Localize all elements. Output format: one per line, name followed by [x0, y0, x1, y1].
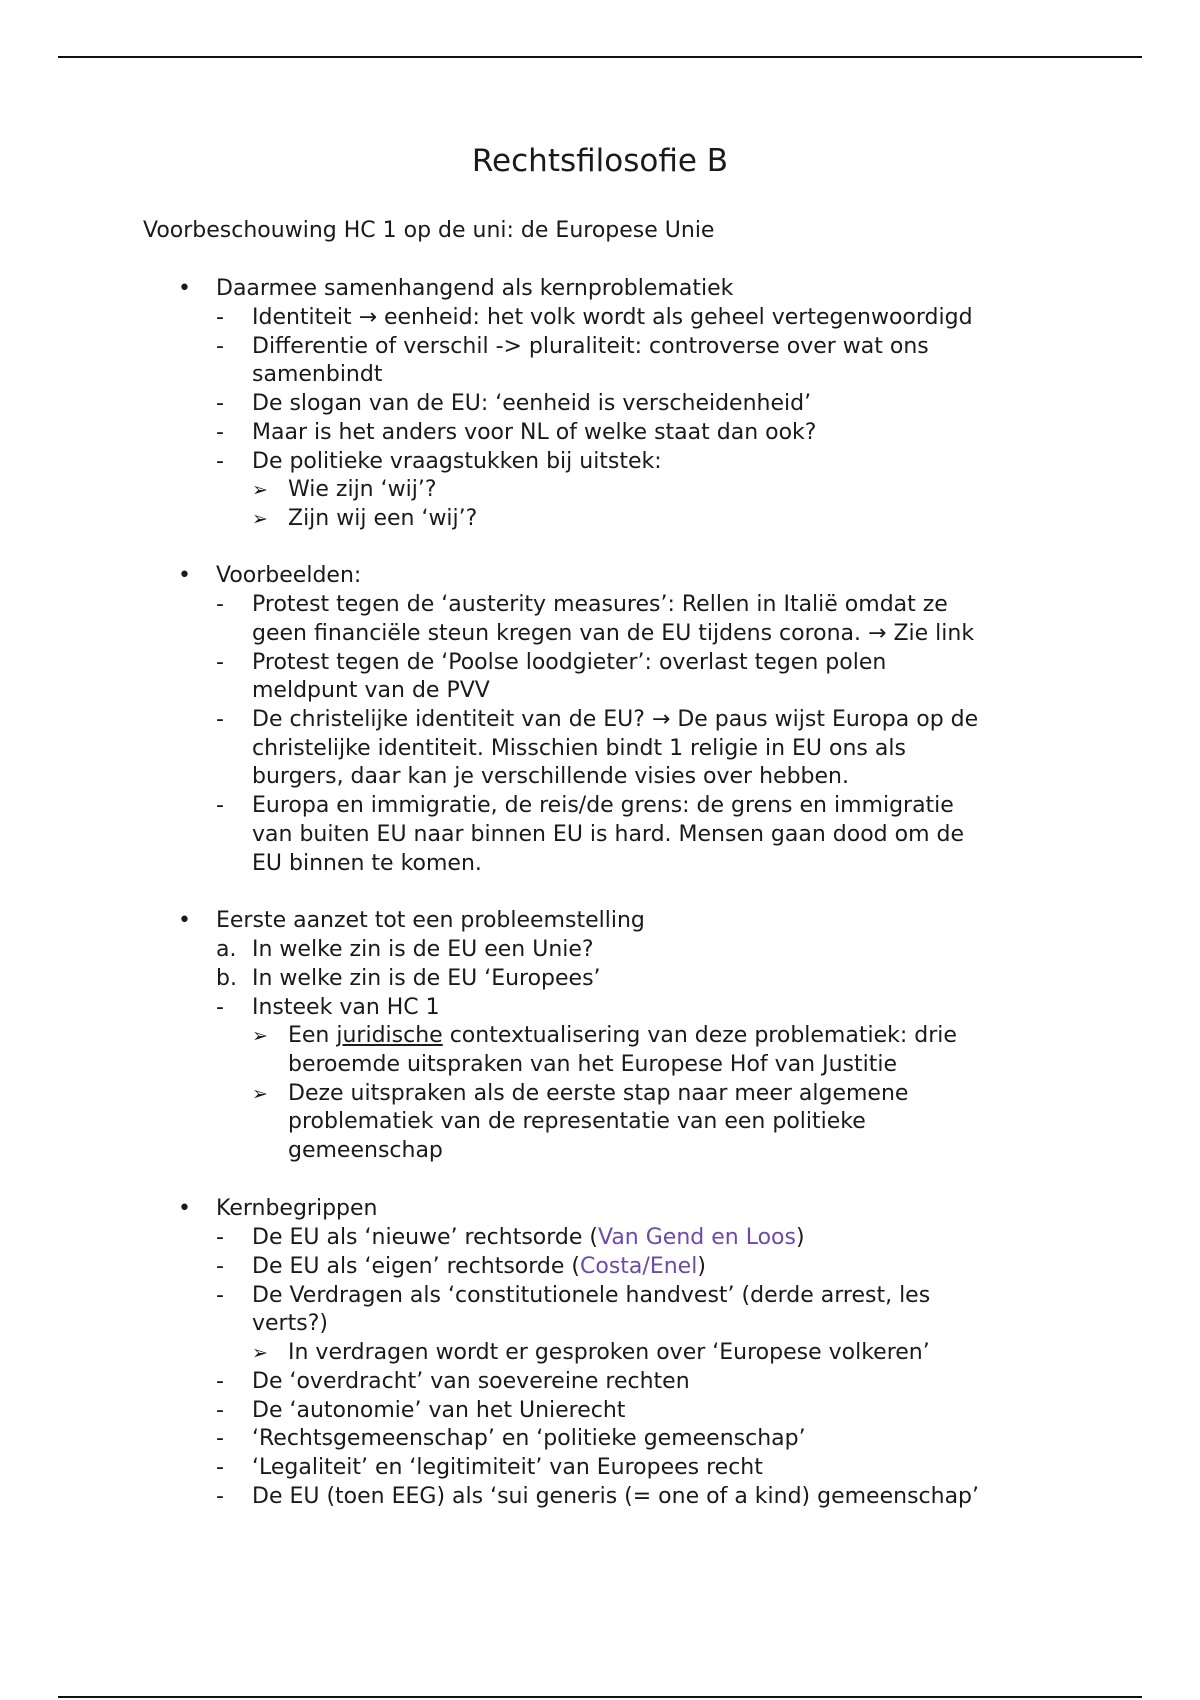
- text-fragment: Een: [288, 1023, 337, 1048]
- list-item: De politieke vraagstukken bij uitstek:: [252, 449, 662, 474]
- list-item: Insteek van HC 1: [252, 995, 440, 1020]
- list-item: In welke zin is de EU een Unie?: [252, 937, 594, 962]
- letter-marker: b.: [216, 966, 237, 991]
- dash-marker: -: [216, 1398, 224, 1423]
- list-item-continued: meldpunt van de PVV: [252, 678, 490, 703]
- section-heading: Voorbeelden:: [216, 563, 362, 588]
- list-item-continued: geen financiële steun kregen van de EU tijdens corona. → Zie link: [252, 621, 975, 646]
- dash-marker: -: [216, 420, 224, 445]
- sub-list-item: In verdragen wordt er gesproken over ‘Europese volkeren’: [288, 1340, 930, 1365]
- list-item: ‘Legaliteit’ en ‘legitimiteit’ van Europees recht: [252, 1455, 763, 1480]
- text-fragment: ): [795, 1225, 805, 1250]
- dash-marker: -: [216, 1455, 224, 1480]
- text-fragment: De EU als ‘eigen’ rechtsorde (: [252, 1254, 581, 1279]
- list-item: [252, 1224, 805, 1252]
- section-heading: Kernbegrippen: [216, 1196, 378, 1221]
- footer-rule: [58, 1696, 1142, 1698]
- list-item: Europa en immigratie, de reis/de grens: de grens en immigratie: [252, 793, 954, 818]
- list-item: De ‘overdracht’ van soevereine rechten: [252, 1369, 690, 1394]
- underlined-term: juridische: [336, 1023, 443, 1048]
- dash-marker: -: [216, 1484, 224, 1509]
- dash-marker: -: [216, 1369, 224, 1394]
- sub-list-item: Zijn wij een ‘wij’?: [288, 506, 478, 531]
- list-item-continued: samenbindt: [252, 362, 383, 387]
- list-item: De christelijke identiteit van de EU? → De paus wijst Europa op de: [252, 707, 979, 732]
- sub-list-item: [288, 1022, 957, 1050]
- list-item: De ‘autonomie’ van het Unierecht: [252, 1398, 626, 1423]
- text-fragment: De EU als ‘nieuwe’ rechtsorde (: [252, 1225, 598, 1250]
- header-rule: [58, 56, 1142, 58]
- dash-marker: -: [216, 391, 224, 416]
- dash-marker: -: [216, 650, 224, 675]
- dash-marker: -: [216, 995, 224, 1020]
- list-item: ‘Rechtsgemeenschap’ en ‘politieke gemeenschap’: [252, 1426, 806, 1451]
- list-item: De Verdragen als ‘constitutionele handvest’ (derde arrest, les: [252, 1283, 931, 1308]
- page-title: Rechtsfilosofie B: [471, 143, 729, 179]
- list-item: [252, 1253, 706, 1281]
- bullet-marker: •: [178, 908, 191, 933]
- intro-text: Voorbeschouwing HC 1 op de uni: de Europese Unie: [143, 218, 715, 243]
- list-item-continued: van buiten EU naar binnen EU is hard. Mensen gaan dood om de: [252, 822, 965, 847]
- sub-list-item-continued: problematiek van de representatie van een politieke: [288, 1109, 866, 1134]
- sub-list-item: Wie zijn ‘wij’?: [288, 477, 437, 502]
- case-link-van-gend-en-loos[interactable]: Van Gend en Loos: [597, 1225, 796, 1250]
- dash-marker: -: [216, 592, 224, 617]
- dash-marker: -: [216, 305, 224, 330]
- dash-marker: -: [216, 793, 224, 818]
- arrow-bullet-icon: ➢: [252, 1342, 268, 1364]
- list-item: Protest tegen de ‘Poolse loodgieter’: overlast tegen polen: [252, 650, 887, 675]
- dash-marker: -: [216, 1426, 224, 1451]
- list-item: Protest tegen de ‘austerity measures’: Rellen in Italië omdat ze: [252, 592, 948, 617]
- case-link-costa-enel[interactable]: Costa/Enel: [580, 1254, 698, 1279]
- list-item-continued: burgers, daar kan je verschillende visies over hebben.: [252, 764, 849, 789]
- dash-marker: -: [216, 1225, 224, 1250]
- sub-list-item-continued: beroemde uitspraken van het Europese Hof van Justitie: [288, 1052, 898, 1077]
- dash-marker: -: [216, 334, 224, 359]
- arrow-bullet-icon: ➢: [252, 1025, 268, 1047]
- sub-list-item: Deze uitspraken als de eerste stap naar meer algemene: [288, 1081, 909, 1106]
- letter-marker: a.: [216, 937, 237, 962]
- arrow-bullet-icon: ➢: [252, 1083, 268, 1105]
- list-item: Differentie of verschil -> pluraliteit: controverse over wat ons: [252, 334, 929, 359]
- section-heading: Eerste aanzet tot een probleemstelling: [216, 908, 645, 933]
- bullet-marker: •: [178, 276, 191, 301]
- list-item: Maar is het anders voor NL of welke staat dan ook?: [252, 420, 817, 445]
- arrow-bullet-icon: ➢: [252, 508, 268, 530]
- text-fragment: contextualisering van deze problematiek: drie: [442, 1023, 957, 1048]
- list-item: De slogan van de EU: ‘eenheid is verscheidenheid’: [252, 391, 812, 416]
- dash-marker: -: [216, 1283, 224, 1308]
- sub-list-item-continued: gemeenschap: [288, 1138, 443, 1163]
- arrow-bullet-icon: ➢: [252, 479, 268, 501]
- bullet-marker: •: [178, 563, 191, 588]
- dash-marker: -: [216, 1254, 224, 1279]
- dash-marker: -: [216, 449, 224, 474]
- list-item-continued: christelijke identiteit. Misschien bindt 1 religie in EU ons als: [252, 736, 906, 761]
- list-item: De EU (toen EEG) als ‘sui generis (= one of a kind) gemeenschap’: [252, 1484, 980, 1509]
- list-item-continued: verts?): [252, 1311, 328, 1336]
- bullet-marker: •: [178, 1196, 191, 1221]
- list-item-continued: EU binnen te komen.: [252, 851, 482, 876]
- section-heading: Daarmee samenhangend als kernproblematiek: [216, 276, 734, 301]
- text-fragment: ): [697, 1254, 706, 1279]
- dash-marker: -: [216, 707, 224, 732]
- list-item: In welke zin is de EU ‘Europees’: [252, 966, 601, 991]
- list-item: Identiteit → eenheid: het volk wordt als geheel vertegenwoordigd: [252, 305, 973, 330]
